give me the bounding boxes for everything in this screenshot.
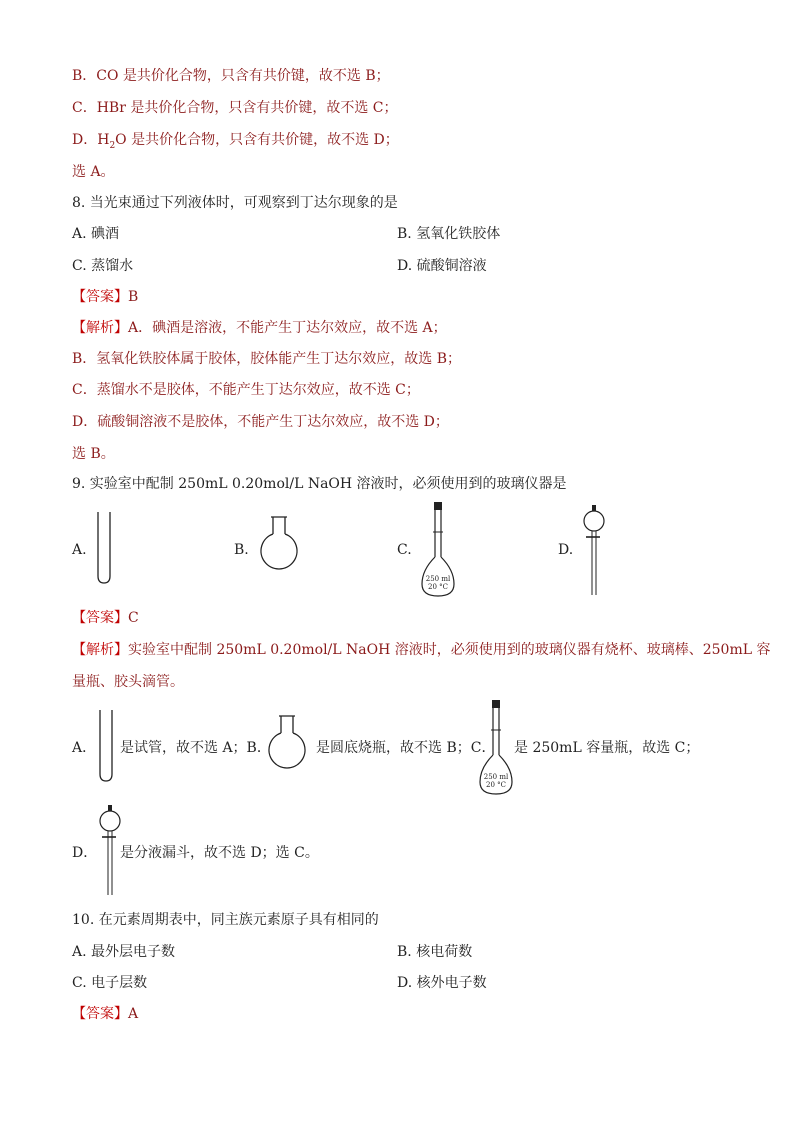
q8-stem: 8. 当光束通过下列液体时，可观察到丁达尔现象的是 (72, 195, 398, 211)
q9-analysis-tag: 【解析】 (72, 642, 128, 658)
q9-option-b: B. (234, 542, 249, 558)
q10-answer (72, 1004, 138, 1024)
q10-option-d: D. 核外电子数 (397, 975, 487, 991)
q9-answer (72, 608, 139, 628)
separatory-funnel-inline-icon (98, 805, 122, 901)
q9-row2-d-text: 是分液漏斗，故不选 D；选 C。 (120, 845, 319, 861)
q8-pick: 选 B。 (72, 446, 115, 462)
q8-answer-tag: 【答案】 (72, 289, 128, 305)
q10-option-a: A. 最外层电子数 (72, 944, 176, 960)
separatory-funnel-icon (582, 505, 606, 601)
q9-analysis-1 (72, 640, 771, 660)
q10-option-c: C. 电子层数 (72, 975, 148, 991)
q8-option-a: A. 碘酒 (72, 226, 120, 242)
q9-stem: 9. 实验室中配制 250mL 0.20mol/L NaOH 溶液时，必须使用到的玻璃仪器是 (72, 476, 567, 492)
flask-label-inline (482, 773, 510, 789)
q7-d-suffix: O 是共价化合物，只含有共价键，故不选 D； (115, 132, 399, 148)
test-tube-inline-icon (99, 710, 113, 786)
round-bottom-flask-icon (258, 516, 300, 586)
q9-row1-a-text: 是试管，故不选 A；B． (120, 740, 271, 756)
q9-answer-value: C (128, 610, 139, 626)
q9-option-d: D. (558, 542, 574, 558)
q8-analysis-b: B．氢氧化铁胶体属于胶体，胶体能产生丁达尔效应，故选 B； (72, 351, 462, 367)
q7-d-sub: 2 (109, 140, 116, 151)
q7-analysis-c: C．HBr 是共价化合物，只含有共价键，故不选 C； (72, 100, 398, 116)
q8-analysis-tag: 【解析】 (72, 320, 128, 336)
q9-row2-d-label: D． (72, 845, 98, 861)
q8-answer-value: B (128, 289, 139, 305)
q8-analysis-a (72, 318, 447, 338)
q9-analysis-1-text: 实验室中配制 250mL 0.20mol/L NaOH 溶液时，必须使用到的玻璃仪器有烧杯、玻璃棒、250mL 容 (128, 642, 771, 658)
q8-analysis-c: C．蒸馏水不是胶体，不能产生丁达尔效应，故不选 C； (72, 382, 420, 398)
q9-row1-b-text: 是圆底烧瓶，故不选 B；C． (316, 740, 496, 756)
q8-answer (72, 287, 138, 307)
q9-analysis-2: 量瓶、胶头滴管。 (72, 674, 184, 690)
q9-answer-tag: 【答案】 (72, 610, 128, 626)
flask-inline-temp: 20 °C (486, 781, 506, 789)
q7-analysis-d (72, 130, 399, 156)
flask-inline-volume: 250 ml (483, 773, 509, 781)
test-tube-icon (97, 512, 111, 588)
round-bottom-flask-inline-icon (266, 715, 308, 785)
q8-option-c: C. 蒸馏水 (72, 258, 134, 274)
q7-d-prefix: D．H (72, 132, 110, 148)
q9-option-a: A. (72, 542, 87, 558)
q8-option-d: D. 硫酸铜溶液 (397, 258, 487, 274)
q9-row1-a-label: A． (72, 740, 97, 756)
q10-stem: 10. 在元素周期表中，同主族元素原子具有相同的 (72, 912, 379, 928)
q8-analysis-a-text: A．碘酒是溶液，不能产生丁达尔效应，故不选 A； (128, 320, 447, 336)
q7-analysis-b: B．CO 是共价化合物，只含有共价键，故不选 B； (72, 68, 390, 84)
q9-row1-c-text: 是 250mL 容量瓶，故选 C； (514, 740, 700, 756)
q10-option-b: B. 核电荷数 (397, 944, 473, 960)
q10-answer-value: A (128, 1006, 139, 1022)
q7-pick: 选 A。 (72, 164, 115, 180)
flask-label-c (424, 575, 452, 591)
q8-option-b: B. 氢氧化铁胶体 (397, 226, 501, 242)
q10-answer-tag: 【答案】 (72, 1006, 128, 1022)
flask-label-volume: 250 ml (425, 575, 451, 583)
flask-label-temp: 20 °C (428, 583, 448, 591)
q8-analysis-d: D．硫酸铜溶液不是胶体，不能产生丁达尔效应，故不选 D； (72, 414, 449, 430)
q9-option-c: C. (397, 542, 412, 558)
